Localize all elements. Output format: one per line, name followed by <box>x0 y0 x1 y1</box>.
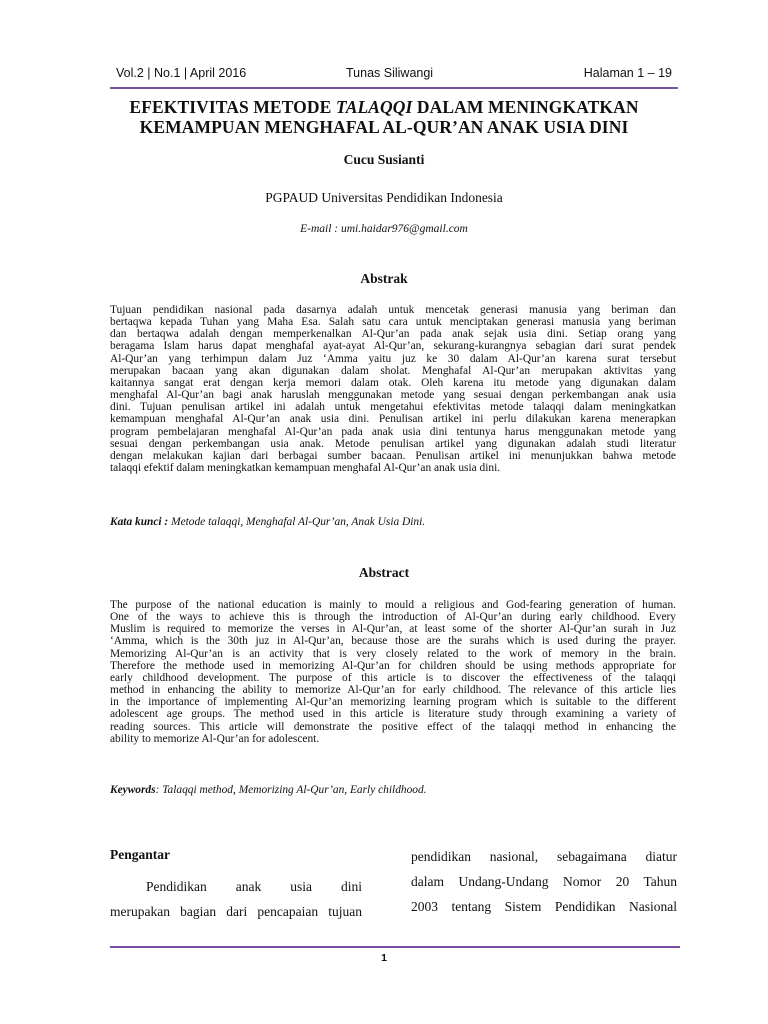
abstract-line: early childhood development. The purpose of this article is to discover the effectiveness of the talaqqi <box>110 671 676 684</box>
abstract-line: Therefore the methode used in memorizing Al-Qur’an for children should be using methods appropriate for <box>110 659 676 672</box>
abstrak-line: Al-Qur’an yang terhimpun dalam Juz ‘Amma yaitu juz ke 30 dalam Al-Qur’an karena surat tersebut <box>110 352 676 365</box>
title-part-pre: EFEKTIVITAS METODE <box>129 97 336 117</box>
abstrak-keywords <box>110 516 676 528</box>
body-line: pendidikan nasional, sebagaimana diatur <box>411 849 677 864</box>
author-affiliation: PGPAUD Universitas Pendidikan Indonesia <box>265 190 503 205</box>
title-part-post: DALAM MENINGKATKAN <box>412 97 639 117</box>
abstrak-line: beragama Islam harus dapat menghafal ayat-ayat Al-Qur’an, sekurang-kurangnya sebagian dari surat pendek <box>110 340 676 353</box>
title-part-italic: TALAQQI <box>335 97 413 117</box>
body-line: Pendidikan anak usia dini <box>146 879 362 894</box>
footer-rule <box>110 946 680 948</box>
abstrak-line: dini. Tujuan penulisan artikel ini adalah untuk mengetahui efektivitas metode talaqqi dalam meningkatkan <box>110 401 676 414</box>
title-line-1 <box>100 97 668 117</box>
abstract-heading: Abstract <box>358 565 410 580</box>
abstrak-line: program pembelajaran menghafal Al-Qur’an pada anak usia dini tentunya harus menggunakan metode yang <box>110 425 676 438</box>
running-header <box>116 66 672 86</box>
abstrak-line: talaqqi efektif dalam meningkatkan kemampuan menghafal Al-Qur’an anak usia dini. <box>110 462 501 475</box>
abstrak-line: sesuai dengan perkembangan usia anak. Metode penulisan artikel yang digunakan adalah studi literatur <box>110 437 676 450</box>
abstract-line: Muslim is required to memorize the verses in Al-Qur’an, at least some of the shorter Al-Qur’an surah in Juz <box>110 623 676 636</box>
abstract-line: Memorizing Al-Qur’an is an activity that is very closely related to the work of memory in the brain. <box>110 647 676 660</box>
body-column-right <box>411 844 677 919</box>
body-column-left <box>110 874 362 924</box>
abstrak-line: kemampuan menghafal Al-Qur’an anak usia dini. Penulisan artikel ini perlu dilakukan karena menerapkan <box>110 413 676 426</box>
abstrak-line: merupakan bacaan yang akan digunakan dalam sholat. Menghafal Al-Qur’an merupakan aktivitas yang <box>110 364 676 377</box>
abstract-body <box>110 599 676 745</box>
abstract-line: in the importance of implementing Al-Qur’an memorizing learning program which is suitable to the different <box>110 696 676 709</box>
abstract-line: The purpose of the national education is mainly to mould a religious and God-fearing generation of human. <box>110 599 676 611</box>
abstrak-line: bertaqwa kepada Tuhan yang Maha Esa. Salah satu cara untuk menciptakan generasi manusia yang beriman <box>110 316 676 329</box>
abstrak-heading: Abstrak <box>360 271 408 286</box>
section-heading-pengantar: Pengantar <box>110 847 170 862</box>
body-line: 2003 tentang Sistem Pendidikan Nasional <box>411 899 677 914</box>
keywords-values: : Talaqqi method, Memorizing Al-Qur’an, Early childhood. <box>155 784 427 796</box>
keywords-values: Metode talaqqi, Menghafal Al-Qur’an, Anak Usia Dini. <box>168 516 426 528</box>
title-line-2: KEMAMPUAN MENGHAFAL AL-QUR’AN ANAK USIA DINI <box>139 117 629 137</box>
abstrak-body <box>110 304 676 474</box>
abstract-line: ‘Amma, which is the 30th juz in Al-Qur’an, because those are the surahs which is used during the prayer. <box>110 635 676 648</box>
abstract-line: ability to memorize Al-Qur’an for adolescent. <box>110 732 320 745</box>
page-number: 1 <box>381 952 387 964</box>
abstrak-line: dengan melakukan kajian dari berbagai sumber bacaan. Penulisan artikel ini menunjukkan bahwa metode <box>110 449 676 462</box>
abstract-line: adolescent age groups. The method used in this article is literature study through examining a variety of <box>110 708 676 721</box>
abstrak-line: dan bertaqwa adalah dengan memperkenalkan Al-Qur’an pada anak sejak usia dini. Setiap orang yang <box>110 328 676 341</box>
abstrak-line: menghafal Al-Qur’an bagi anak haruslah menggunakan metode yang sesuai dengan perkembangan anak usia <box>110 389 676 402</box>
abstrak-line: kaitannya sangat erat dengan kerja memori dalam otak. Oleh karena itu metode yang digunakan dalam <box>110 376 676 389</box>
header-pages: Halaman 1 – 19 <box>583 66 672 80</box>
body-line: dalam Undang-Undang Nomor 20 Tahun <box>411 874 677 889</box>
keywords-label: Keywords <box>110 784 156 796</box>
paper-title <box>100 97 668 137</box>
author-name: Cucu Susianti <box>343 152 425 167</box>
author-email: E-mail : umi.haidar976@gmail.com <box>300 223 468 235</box>
abstract-keywords <box>110 784 676 796</box>
keywords-label: Kata kunci : <box>110 516 169 528</box>
header-volume: Vol.2 | No.1 | April 2016 <box>116 66 247 80</box>
abstract-line: method in enhancing the ability to memorize Al-Qur’an for early childhood. The relevance of this article lies <box>110 684 676 697</box>
body-line: merupakan bagian dari pencapaian tujuan <box>110 904 362 919</box>
abstract-line: reading sources. This article will demonstrate the positive effect of the talaqqi method in enhancing the <box>110 720 676 733</box>
header-rule <box>110 87 678 89</box>
header-journal: Tunas Siliwangi <box>346 66 434 80</box>
abstract-line: One of the ways to achieve this is through the introduction of Al-Qur’an during early childhood. Every <box>110 611 676 624</box>
abstrak-line: Tujuan pendidikan nasional pada dasarnya adalah untuk mencetak generasi manusia yang beriman dan <box>110 304 676 316</box>
